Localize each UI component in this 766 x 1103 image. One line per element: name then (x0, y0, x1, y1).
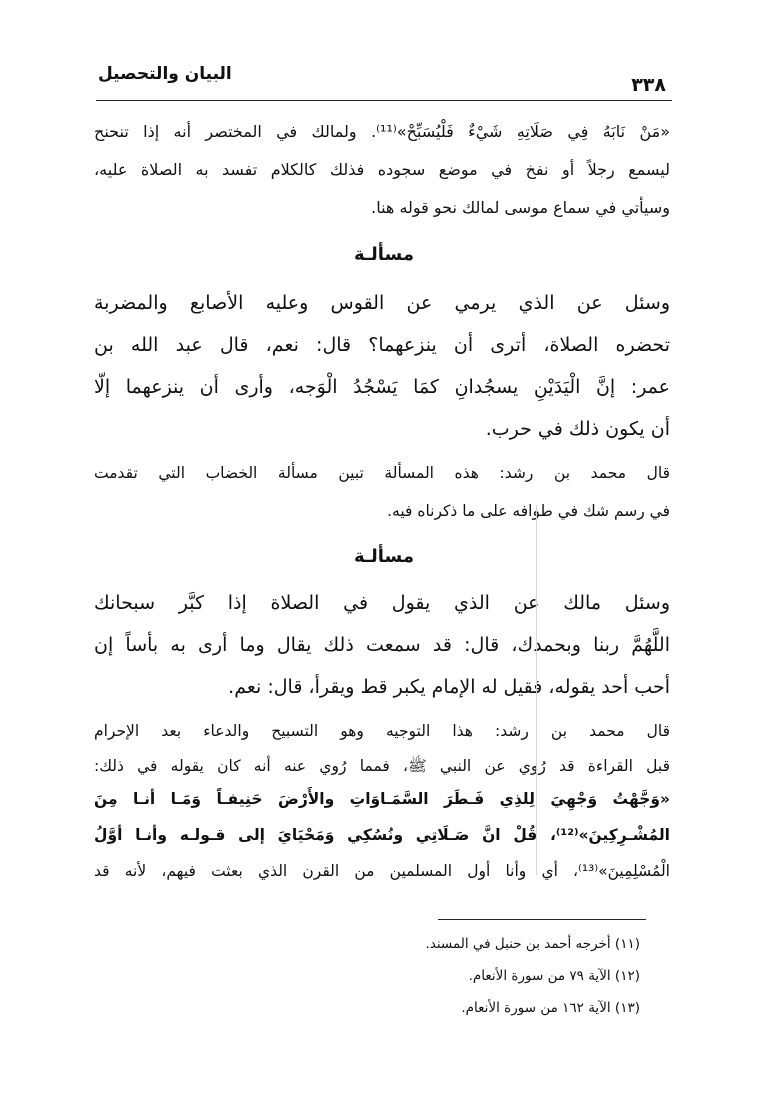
section1-line1: وسئل عن الذي يرمي عن القوس وعليه الأصابع والمضربة (94, 292, 670, 314)
section2-line2: اللَّهُمَّ ربنا وبحمدك، قال: قد سمعت ذلك يقال وما أرى به بأساً إن (94, 634, 670, 656)
commentary1-line2: في رسم شك في طوافه على ما ذكرناه فيه. (387, 502, 670, 520)
page-number: ٣٣٨ (631, 74, 666, 96)
section2-line3: أحب أحد يقوله، فقيل له الإمام يكبر قط ويقرأ، قال: نعم. (228, 676, 670, 698)
page-fold-line (536, 505, 537, 875)
paragraph1-line1: «مَنْ نَابَهُ فِي صَلَاتِهِ شَيْءٌ فَلْيُسَبِّحْ»⁽¹¹⁾. ولمالك في المختصر أنه إذا تنحنح (94, 122, 670, 141)
footnote-11: (١١) أخرجه أحمد بن حنبل في المسند. (425, 936, 640, 952)
commentary2-line4: المُشْـرِكِينَ»⁽¹²⁾، قُلْ انَّ صَـلَاتِي ونُسُكِي وَمَحْيَايَ إلى قـولـه وأنـا أوَّلُ (94, 826, 670, 844)
footnote-13: (١٣) الآية ١٦٢ من سورة الأنعام. (461, 1000, 640, 1016)
footnote-rule (438, 919, 646, 920)
section1-line4: أن يكون ذلك في حرب. (485, 418, 670, 440)
commentary2-line2: قبل القراءة قد رُوي عن النبي ﷺ، فمما رُوي عنه أنه كان يقوله في ذلك: (94, 757, 670, 775)
footnote-12: (١٢) الآية ٧٩ من سورة الأنعام. (468, 968, 640, 984)
section2-line1: وسئل مالك عن الذي يقول في الصلاة إذا كبَّر سبحانك (94, 592, 670, 614)
paragraph1-line2: ليسمع رجلاً أو نفخ في موضع سجوده فذلك كالكلام تفسد به الصلاة عليه، (94, 160, 670, 179)
section2-heading: مسألـة (353, 546, 415, 567)
running-header-title: البيان والتحصيل (98, 64, 232, 84)
commentary2-line3: «وَجَّهْتُ وَجْهِيَ لِلذِي فَـطَرَ السَّمَـاوَاتِ والأَرْضَ حَنِيفـاً وَمَـا أنـا مِنَ (94, 790, 670, 808)
commentary2-line1: قال محمد بن رشد: هذا التوجيه وهو التسبيح والدعاء بعد الإحرام (94, 722, 670, 740)
commentary2-line5: الْمُسْلِمِينَ»⁽¹³⁾، أي وأنا أول المسلمين من القرن الذي بعثت فيهم، لأنه قد (94, 862, 670, 880)
header-rule (96, 100, 672, 101)
commentary1-line1: قال محمد بن رشد: هذه المسألة تبين مسألة الخضاب التي تقدمت (94, 464, 670, 482)
section1-line3: عمر: إنَّ الْيَدَيْنِ يسجُدانِ كمَا يَسْجُدُ الْوَجه، وأرى أن ينزعهما إلّا (94, 376, 670, 398)
section1-line2: تحضره الصلاة، أترى أن ينزعهما؟ قال: نعم، قال عبد الله بن (94, 334, 670, 356)
paragraph1-line3: وسيأتي في سماع موسى لمالك نحو قوله هنا. (371, 198, 670, 217)
section1-heading: مسألـة (353, 244, 415, 265)
